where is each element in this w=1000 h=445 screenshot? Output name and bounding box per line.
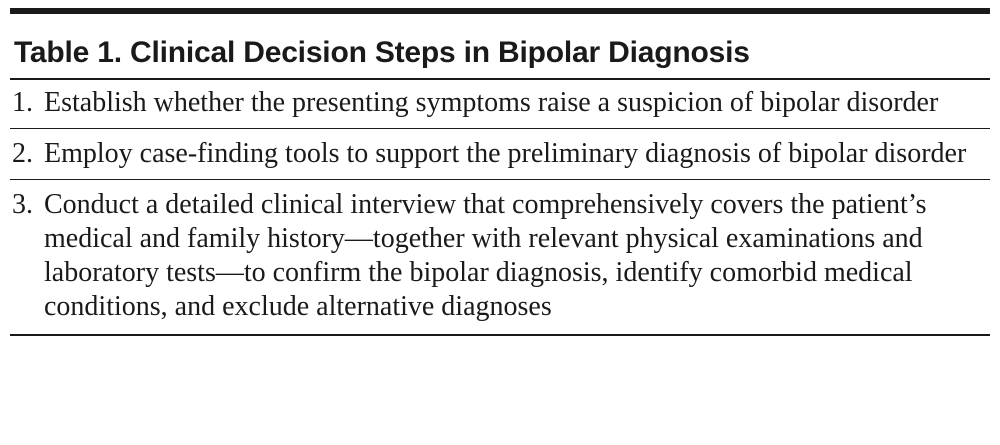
step-text: Employ case-finding tools to support the preliminary diagnosis of bipolar disorder (44, 138, 967, 169)
decision-steps-list (10, 80, 990, 330)
step-text: Establish whether the presenting symptoms raise a suspicion of bipolar disorder (44, 87, 939, 118)
step-text: Conduct a detailed clinical interview that comprehensively covers the patient’s medical and family history—together with relevant physical examinations and laboratory tests—to confirm the bipolar diagnosis, identify comorbid medical conditions, and exclude alternative diagnoses (44, 189, 927, 322)
decision-step (10, 131, 990, 177)
step-number: 2. (12, 138, 33, 169)
table-title: Table 1. Clinical Decision Steps in Bipolar Diagnosis (14, 36, 750, 69)
table-bottom-rule (10, 334, 990, 336)
step-number: 3. (12, 189, 33, 220)
decision-step (10, 80, 990, 126)
decision-step (10, 182, 990, 330)
step-divider (10, 179, 990, 180)
step-divider (10, 128, 990, 129)
step-number: 1. (12, 87, 33, 118)
clinical-decision-table (10, 8, 990, 336)
